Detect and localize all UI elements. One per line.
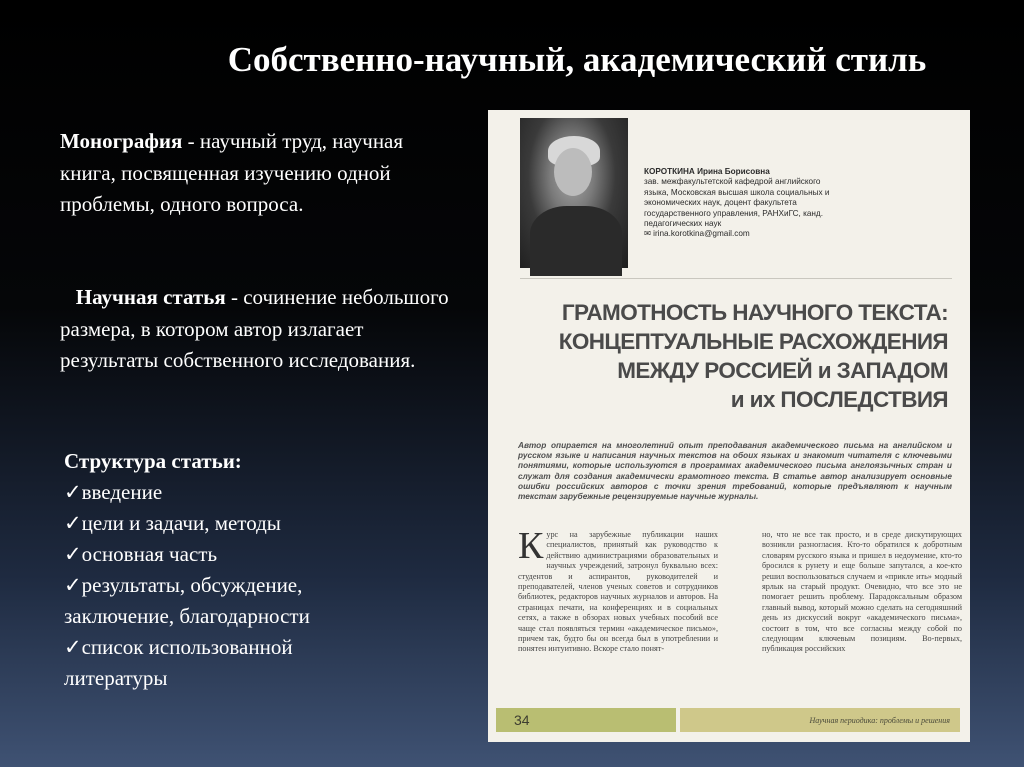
headline-line: КОНЦЕПТУАЛЬНЫЕ РАСХОЖДЕНИЯ <box>558 329 948 354</box>
headline-line: и их ПОСЛЕДСТВИЯ <box>730 387 948 412</box>
article-column-1 <box>518 525 718 655</box>
structure-item: ✓результаты, обсуждение, заключение, благодарности <box>64 573 310 628</box>
author-email: ✉ irina.korotkina@gmail.com <box>644 229 750 239</box>
author-photo-body <box>530 206 622 276</box>
structure-item: ✓основная часть <box>64 542 218 566</box>
author-name: КОРОТКИНА Ирина Борисовна <box>644 167 770 176</box>
structure-heading: Структура статьи: <box>64 449 242 473</box>
running-title: Научная периодика: проблемы и решения <box>809 716 950 725</box>
definition-article-text: - сочинение небольшого размера, в котором автор излагает результаты собственного исследования. <box>60 285 449 372</box>
term-article: Научная статья <box>75 285 226 309</box>
headline-line: МЕЖДУ РОССИЕЙ и ЗАПАДОМ <box>617 358 948 383</box>
divider <box>520 278 952 279</box>
drop-cap: К <box>518 525 544 567</box>
article-column-2: но, что не все так просто, и в среде дискутирующих возникли разногласия. Кто-то обратился к добротным словарям русского языка и пришел в недоумение, кто-то бросился к рунету и еще больше запутался, а кое-кто решил воспользоваться случаем и «прикле ить» модный ярлык на старый продукт. Очевидно, что все это не помогает решить проблему. Парадоксальным образом главный вывод, который можно сделать на сегодняшний день из дискуссий вокруг «академического письма», состоит в том, что все согласны между собой по следующим ключевым позициям. Во-первых, публикация российских <box>762 530 962 654</box>
page-footer <box>488 708 970 732</box>
article-page-scan <box>488 110 970 742</box>
page-number: 34 <box>514 712 530 728</box>
definition-article <box>60 282 460 377</box>
column-1-text: урс на зарубежные публикации наших специалистов, принятый как руководство к действию администрациями образовательных и научных учреждений, затронул буквально всех: студентов и аспирантов, руководителей и преподавателей, членов ученых советов и сотрудников библиотек, редакторов научных журналов и авторов. На страницах печати, на конференциях и в социальных сетях, а также в обзорах новых учебных пособий все чаще стал появляться термин «академическое письмо», причем так, будто бы он всегда был в употреблении и понятен интуитивно. Вскоре стало понят- <box>518 530 718 654</box>
author-info: зав. межфакультетской кафедрой английского языка, Московская высшая школа социальных и экономических наук, доцент факультета государственного управления, РАНХиГС, канд. педагогических наук <box>644 177 830 229</box>
structure-list <box>64 446 394 694</box>
structure-item: ✓введение <box>64 480 163 504</box>
article-abstract: Автор опирается на многолетний опыт преподавания академического письма на английском и русском языке и написания научных текстов на обоих языках и знакомит читателя с ключевыми понятиями, которые используются в программах академического письма англоязычных стран и служат для создания академически грамотного текста. В статье автор анализирует основные ошибки российских авторов с точки зрения требований, которые предъявляют к научным текстам зарубежные рецензируемые научные журналы. <box>518 440 952 502</box>
term-monograph: Монография <box>60 129 183 153</box>
structure-item: ✓список использованной литературы <box>64 635 293 690</box>
slide-title: Собственно-научный, академический стиль <box>227 40 927 79</box>
author-block <box>644 167 834 240</box>
headline-line: ГРАМОТНОСТЬ НАУЧНОГО ТЕКСТА: <box>561 300 948 325</box>
structure-item: ✓цели и задачи, методы <box>64 511 281 535</box>
definition-monograph <box>60 126 460 221</box>
definition-monograph-text: - научный труд, научная книга, посвященная изучению одной проблемы, одного вопроса. <box>60 129 404 216</box>
author-photo <box>520 118 628 268</box>
article-headline <box>508 298 948 414</box>
author-photo-face <box>554 148 592 196</box>
